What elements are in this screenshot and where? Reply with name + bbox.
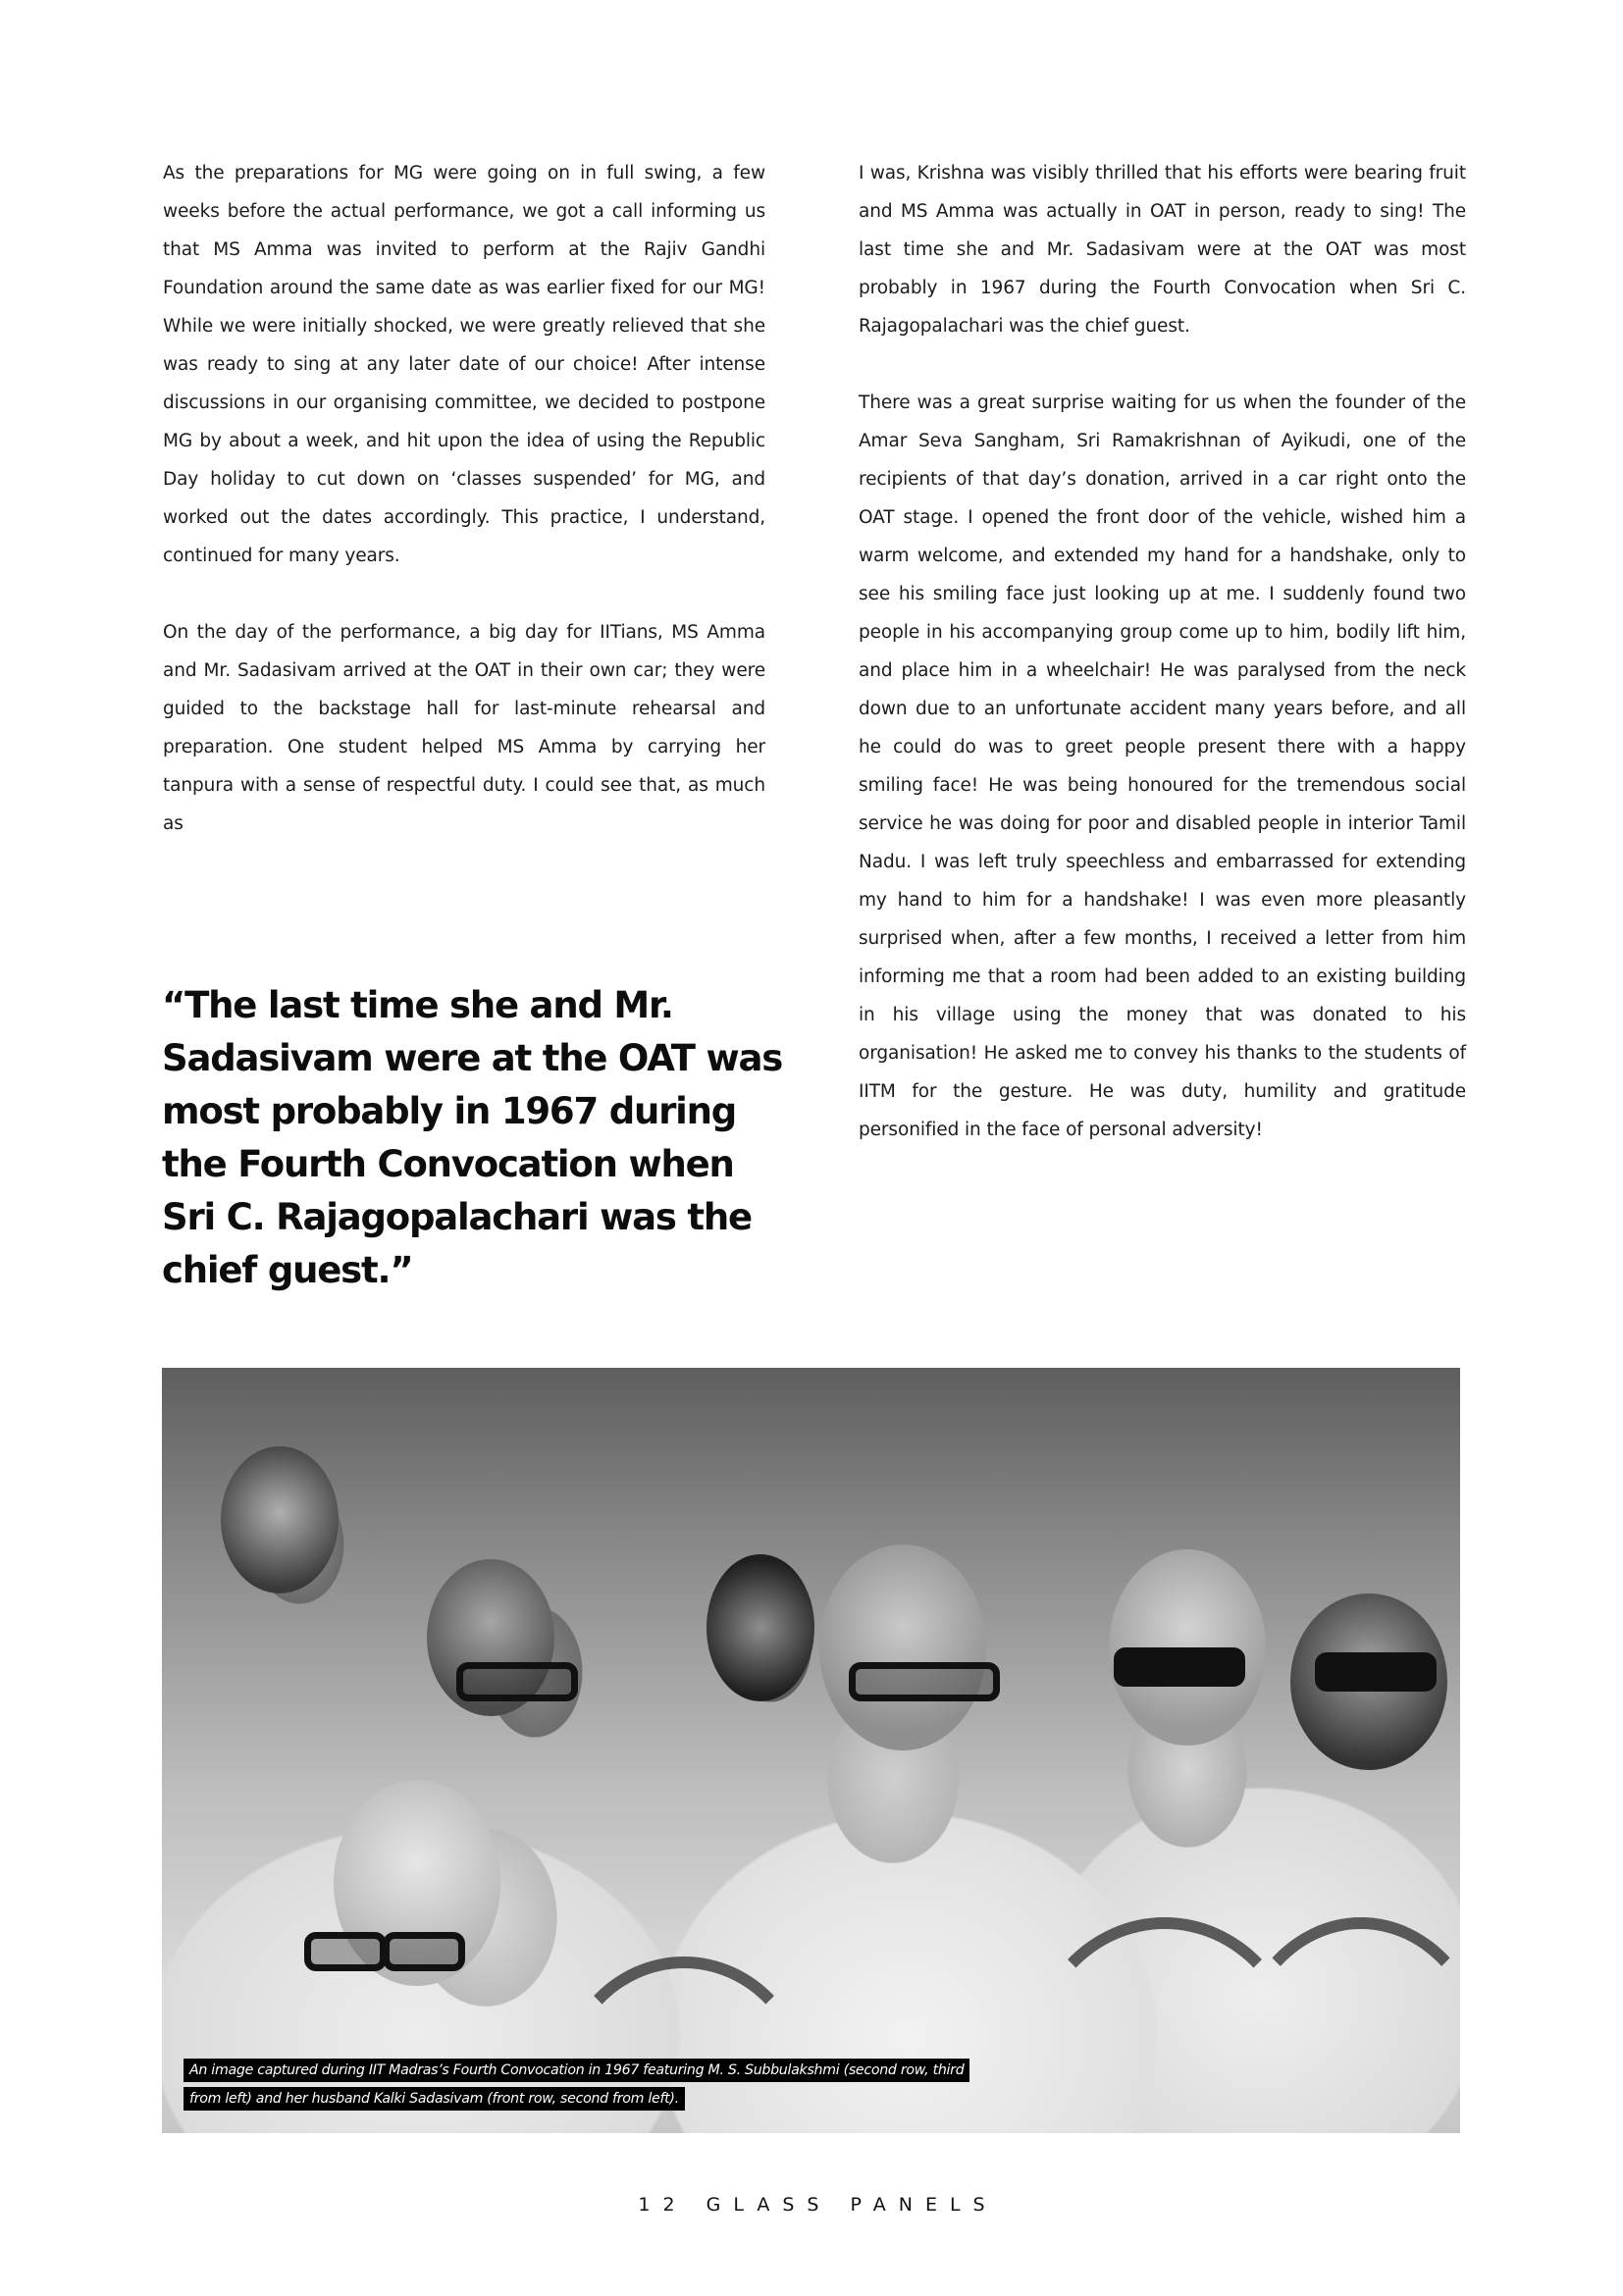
glasses-icon [383,1932,465,1971]
paragraph: I was, Krishna was visibly thrilled that his efforts were bearing fruit and MS Amma was actually in OAT in person, ready to sing! The last time she and Mr. Sadasivam were at the OAT was most probably in 1967 during the Fourth Convocation when Sri C. Rajagopalachari was the chief guest. [859,163,1466,337]
photo-figure-front-center-head [819,1544,986,1750]
glasses-icon [304,1932,387,1971]
footer-text: 12 GLASS PANELS [638,2194,998,2216]
paragraph: There was a great surprise waiting for us when the founder of the Amar Seva Sangham, Sri Ramakrishnan of Ayikudi, one of the recipients of that day’s donation, arrived in a car right onto the OAT stage. I opened the front door of the vehicle, wished him a warm welcome, and extended my hand for a handshake, only to see his smiling face just looking up at me. I suddenly found two people in his accompanying group come up to him, bodily lift him, and place him in a wheelchair! He was paralysed from the neck down due to an unfortunate accident many years before, and all he could do was to greet people present there with a happy smiling face! He was being honoured for the tremendous social service he was doing for poor and disabled people in interior Tamil Nadu. I was left truly speechless and embarrassed for extending my hand to him for a handshake! I was even more pleasantly surprised when, after a few months, I received a letter from him informing me that a room had been added to an existing building in his village using the money that was donated to his organisation! He asked me to convey his thanks to the students of IITM for the gesture. He was duty, humility and gratitude personified in the face of personal adversity! [859,392,1466,1140]
caption-text: An image captured during IIT Madras’s Fourth Convocation in 1967 featuring M. S. Subbulakshmi (second row, third from left) and her husband Kalki Sadasivam (front row, second from left). [183,2059,969,2111]
glasses-icon [849,1662,1000,1701]
left-column [163,154,765,843]
paragraph: On the day of the performance, a big day for IITians, MS Amma and Mr. Sadasivam arrived at the OAT in their own car; they were guided to the backstage hall for last-minute rehearsal and preparation. One student helped MS Amma by carrying her tanpura with a sense of respectful duty. I could see that, as much as [163,622,765,834]
sunglasses-icon [1114,1647,1245,1687]
cane-chair-arc [1231,1917,1460,2133]
photo-caption [183,2057,983,2113]
photo-figure-woman-head [707,1554,814,1701]
photo-figure-back-left-head [221,1446,339,1593]
glasses-icon [456,1662,578,1701]
pull-quote: “The last time she and Mr. Sadasivam were at the OAT was most probably in 1967 during the Fourth Convocation when Sri C. Rajagopalachari was the chief guest.” [162,984,783,1291]
paragraph: As the preparations for MG were going on in full swing, a few weeks before the actual performance, we got a call informing us that MS Amma was invited to perform at the Rajiv Gandhi Foundation around the same date as was earlier fixed for our MG! While we were initially shocked, we were greatly relieved that she was ready to sing at any later date of our choice! After intense discussions in our organising committee, we decided to postpone MG by about a week, and hit upon the idea of using the Republic Day holiday to cut down on ‘classes suspended’ for MG, and worked out the dates accordingly. This practice, I understand, continued for many years. [163,163,765,566]
convocation-photo [162,1368,1460,2133]
right-column [859,154,1466,1149]
sunglasses-icon [1315,1652,1437,1692]
page-footer [0,2194,1623,2216]
